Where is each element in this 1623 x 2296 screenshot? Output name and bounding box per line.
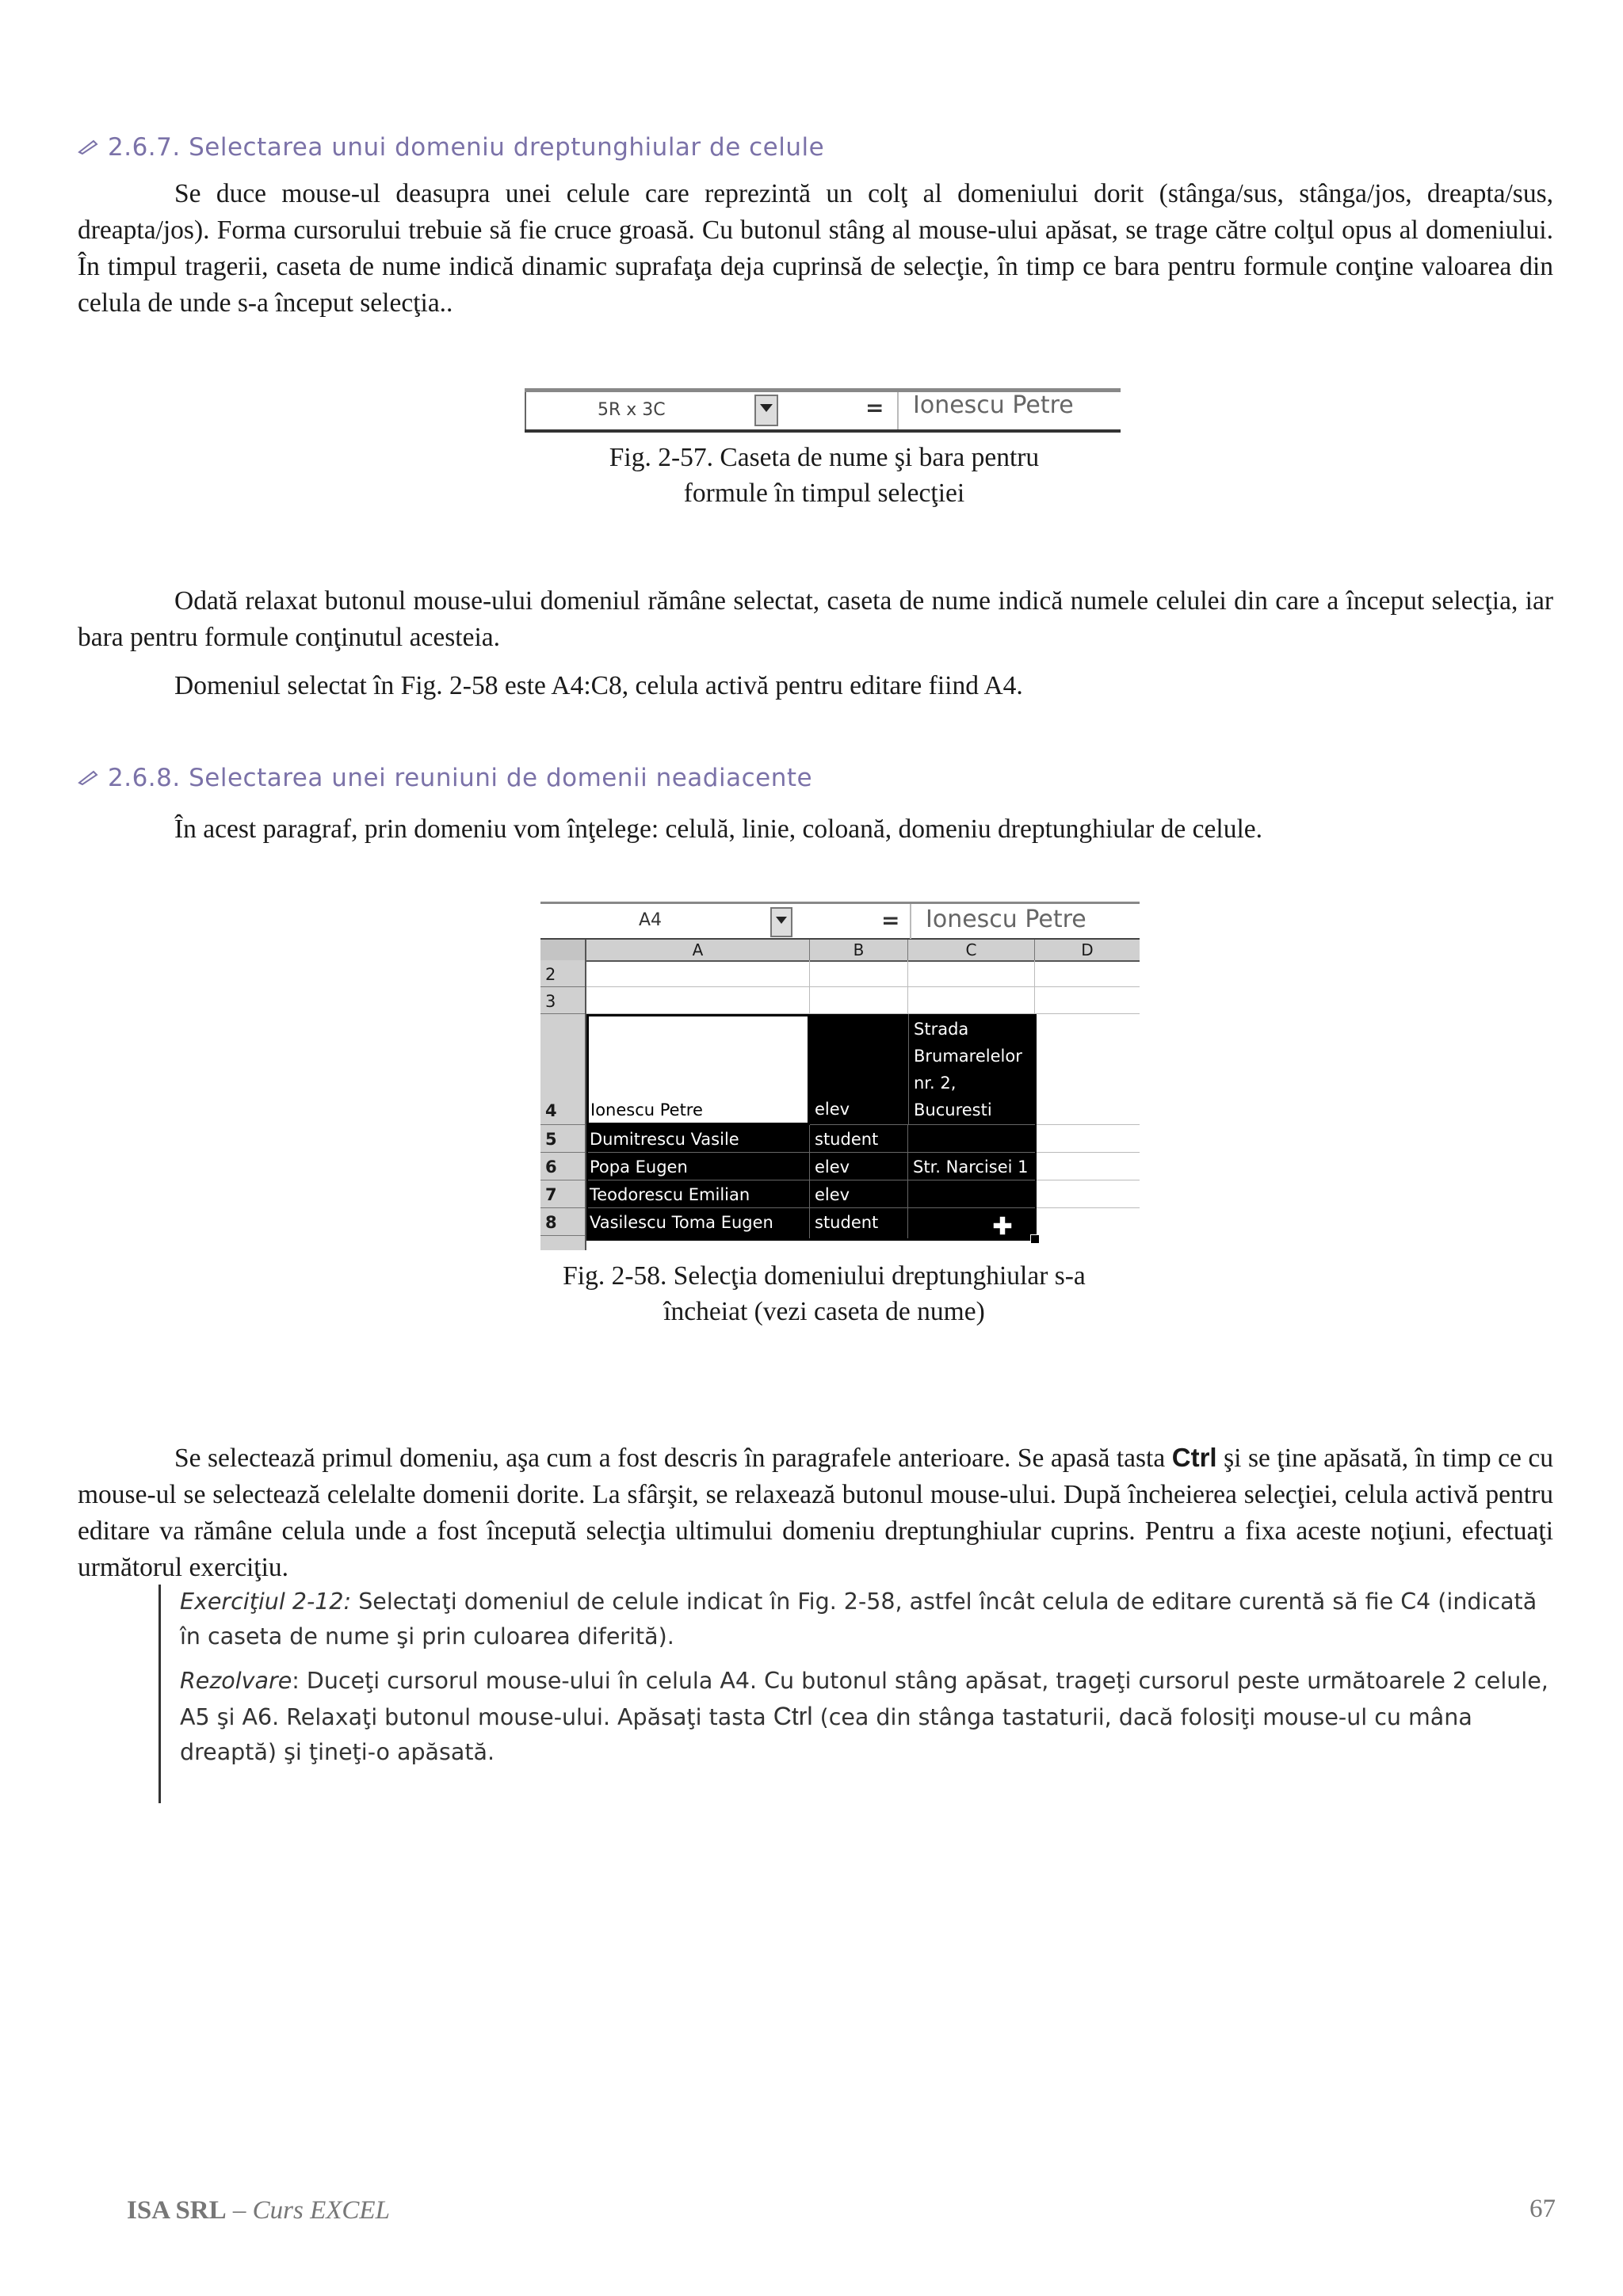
cell-a5[interactable]: Dumitrescu Vasile — [588, 1125, 810, 1153]
cell-empty[interactable] — [1037, 1208, 1140, 1238]
cell-c8[interactable] — [908, 1208, 1035, 1238]
column-header-a[interactable]: A — [586, 940, 810, 960]
pencil-icon — [78, 133, 101, 162]
cell-empty[interactable] — [586, 987, 810, 1014]
chevron-down-icon — [776, 917, 787, 924]
formula-input[interactable]: Ionescu Petre — [913, 391, 1074, 419]
name-box[interactable] — [525, 392, 754, 429]
body-paragraph: Odată relaxat butonul mouse-ului domeniul rămâne selectat, caseta de nume indică numele celulei din care a început selecţia, iar bara pentru formule conţinutul acesteia. — [78, 586, 1553, 652]
cell-c7[interactable] — [908, 1180, 1035, 1208]
select-all-corner[interactable] — [540, 940, 586, 960]
cell-a6[interactable]: Popa Eugen — [588, 1153, 810, 1180]
cell-empty[interactable] — [586, 960, 810, 987]
column-header-d[interactable]: D — [1081, 940, 1094, 959]
name-box-value: 5R x 3C — [598, 400, 666, 420]
cell-empty[interactable] — [1037, 1153, 1140, 1180]
caption-line: Fig. 2-58. Selecţia domeniului dreptunghiular s-a — [563, 1261, 1086, 1291]
cell-b6[interactable]: elev — [810, 1153, 908, 1180]
section-heading-text: 2.6.7. Selectarea unui domeniu dreptunghiular de celule — [108, 133, 825, 162]
section-heading-text: 2.6.8. Selectarea unei reuniuni de domenii neadiacente — [108, 764, 813, 792]
footer-course: Curs EXCEL — [252, 2196, 390, 2225]
caption-line: formule în timpul selecţiei — [683, 479, 965, 508]
row-header-6[interactable]: 6 — [540, 1153, 585, 1180]
name-box-dropdown-button[interactable] — [754, 395, 778, 426]
page-number: 67 — [1529, 2195, 1556, 2223]
solution-text: Rezolvare: Duceţi cursorul mouse-ului în celula A4. Cu butonul stâng apăsat, trageţi cursorul peste următoarele 2 celule, A5 şi A6. Relaxaţi butonul mouse-ului. Apăsaţi tasta Ctrl (cea din stânga tastaturii, dacă folosiţi mouse-ul cu mâna dreaptă) şi ţineţi-o apăsată. — [180, 1668, 1549, 1765]
cell-empty[interactable] — [1037, 1014, 1140, 1125]
caption-line: încheiat (vezi caseta de nume) — [663, 1297, 985, 1326]
cell-line: Bucuresti — [914, 1100, 992, 1119]
ctrl-key-label: Ctrl — [773, 1702, 813, 1730]
cross-cursor-icon — [992, 1215, 1013, 1236]
body-paragraph: Domeniul selectat în Fig. 2-58 este A4:C8, celula activă pentru editare fiind A4. — [174, 671, 1023, 700]
cell-c6[interactable]: Str. Narcisei 1 — [908, 1153, 1035, 1180]
footer-left: ISA SRL – Curs EXCEL — [127, 2196, 390, 2225]
cell-a8[interactable]: Vasilescu Toma Eugen — [588, 1208, 810, 1238]
cell-empty[interactable] — [1035, 987, 1140, 1014]
cell-b8[interactable]: student — [810, 1208, 908, 1238]
cell-b5[interactable]: student — [810, 1125, 908, 1153]
chevron-down-icon — [760, 404, 773, 412]
formula-bar-figure — [525, 388, 1121, 434]
body-paragraph: Se duce mouse-ul deasupra unei celule care reprezintă un colţ al domeniului dorit (stânga/sus, stânga/jos, dreapta/sus, dreapta/jos). Forma cursorului trebuie să fie cruce groasă. Cu butonul stâng al mouse-ului apăsat, se trage către colţul opus al domeniului. În timpul tragerii, caseta de nume indică dinamic suprafaţa deja cuprinsă de selecţie, în timp ce bara pentru formule conţine valoarea din celula de unde s-a început selecţia.. — [78, 179, 1553, 318]
exercise-text: Exerciţiul 2-12: Selectaţi domeniul de celule indicat în Fig. 2-58, astfel încât celula de editare curentă să fie C4 (indicată în caseta de nume şi prin culoarea diferită). — [180, 1589, 1537, 1650]
exercise-label: Exerciţiul 2-12: — [180, 1589, 352, 1615]
cell-empty[interactable] — [1037, 1125, 1140, 1153]
footer-company: ISA SRL — [127, 2196, 227, 2225]
cell-line: nr. 2, — [914, 1074, 957, 1093]
body-paragraph: În acest paragraf, prin domeniu vom înţelege: celulă, linie, coloană, domeniu dreptunghiular de celule. — [174, 814, 1262, 844]
row-header-7[interactable]: 7 — [540, 1180, 585, 1208]
row-header-2[interactable]: 2 — [540, 960, 585, 987]
solution-label: Rezolvare — [180, 1668, 292, 1694]
section-heading-2-6-7 — [78, 133, 824, 162]
equals-sign: = — [865, 395, 884, 421]
name-box-value[interactable]: A4 — [639, 910, 663, 930]
fill-handle[interactable] — [1030, 1234, 1040, 1244]
spreadsheet-figure — [540, 902, 1140, 1250]
sheet-formula-bar — [540, 902, 1140, 940]
row-header-4[interactable]: 4 — [540, 1014, 585, 1125]
active-cell-a4[interactable]: Ionescu Petre — [589, 1016, 808, 1123]
formula-bar-bottom-border — [525, 429, 1121, 433]
pencil-icon — [78, 764, 101, 792]
figure-caption-2-58 — [507, 1258, 1141, 1329]
row-header-8[interactable]: 8 — [540, 1208, 585, 1236]
equals-sign: = — [881, 907, 900, 933]
cell-empty[interactable] — [1037, 1180, 1140, 1208]
cell-empty[interactable] — [908, 960, 1035, 987]
row-header-3[interactable]: 3 — [540, 987, 585, 1014]
ctrl-key-label: Ctrl — [1171, 1443, 1217, 1472]
name-box-dropdown-button[interactable] — [770, 907, 792, 937]
column-header-b[interactable]: B — [810, 940, 908, 960]
cell-empty[interactable] — [810, 987, 908, 1014]
caption-line: Fig. 2-57. Caseta de nume şi bara pentru — [609, 443, 1040, 472]
body-paragraph: Se selectează primul domeniu, aşa cum a fost descris în paragrafele anterioare. Se apasă tasta Ctrl şi se ţine apăsată, în timp ce cu mouse-ul se selectează celelalte domenii dorite. La sfârşit, se relaxează butonul mouse-ului. După încheierea selecţiei, celula activă pentru editare va rămâne celula unde a fost începută selecţia ultimului domeniu dreptunghiular cuprins. Pentru a fixa aceste noţiuni, efectuaţi următorul exerciţiu. — [78, 1443, 1553, 1582]
formula-input[interactable]: Ionescu Petre — [926, 906, 1086, 933]
row-header-sliver — [540, 1241, 585, 1250]
formula-divider — [910, 904, 911, 939]
column-header-c[interactable]: C — [908, 940, 1035, 960]
exercise-box — [158, 1585, 1556, 1803]
cell-c4[interactable] — [908, 1014, 1035, 1125]
section-heading-2-6-8 — [78, 764, 812, 792]
cell-empty[interactable] — [1035, 960, 1140, 987]
cell-empty[interactable] — [908, 987, 1035, 1014]
cell-c5[interactable] — [908, 1125, 1035, 1153]
formula-divider — [897, 392, 899, 429]
cell-empty[interactable] — [810, 960, 908, 987]
cell-line: Brumarelelor — [914, 1047, 1022, 1066]
row-header-5[interactable]: 5 — [540, 1125, 585, 1153]
cell-b4[interactable]: elev — [810, 1014, 908, 1125]
cell-a7[interactable]: Teodorescu Emilian — [588, 1180, 810, 1208]
cell-b7[interactable]: elev — [810, 1180, 908, 1208]
figure-caption-2-57 — [507, 440, 1141, 511]
cell-line: Strada — [914, 1020, 969, 1039]
